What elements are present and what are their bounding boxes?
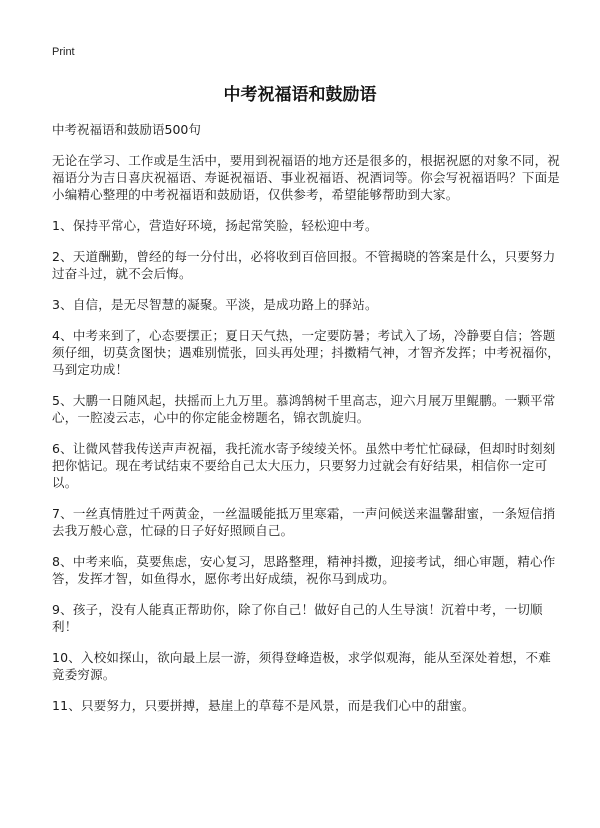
page-title: 中考祝福语和鼓励语 (223, 85, 377, 105)
blessing-item-8: 8、中考来临，莫要焦虑，安心复习，思路整理，精神抖擞，迎接考试，细心审题，精心作答，发挥才智，如鱼得水，愿你考出好成绩，祝你马到成功。 (52, 554, 556, 586)
blessing-item-1: 1、保持平常心，营造好环境，扬起常笑脸，轻松迎中考。 (52, 218, 378, 233)
blessing-item-5: 5、大鹏一日随风起，扶摇而上九万里。慕鸿鹄树千里高志，迎六月展万里鲲鹏。一颗平常心，一腔凌云志，心中的你定能金榜题名，锦衣凯旋归。 (52, 393, 556, 425)
blessing-item-4: 4、中考来到了，心态要摆正；夏日天气热，一定要防暑；考试入了场，冷静要自信；答题须仔细，切莫贪图快；遇难别慌张，回头再处理；抖擞精气神，才智齐发挥；中考祝福你，马到定功成！ (52, 328, 561, 377)
blessing-item-7: 7、一丝真情胜过千两黄金，一丝温暖能抵万里寒霜，一声问候送来温馨甜蜜，一条短信捎去我万般心意，忙碌的日子好好照顾自己。 (52, 506, 556, 538)
article-subtitle: 中考祝福语和鼓励语500句 (52, 122, 201, 137)
blessing-item-11: 11、只要努力，只要拼搏，悬崖上的草莓不是风景，而是我们心中的甜蜜。 (52, 698, 475, 713)
blessing-item-3: 3、自信，是无尽智慧的凝聚。平淡，是成功路上的驿站。 (52, 297, 378, 312)
article-body (52, 122, 560, 728)
intro-paragraph: 无论在学习、工作或是生活中，要用到祝福语的地方还是很多的，根据祝愿的对象不同，祝福语分为吉日喜庆祝福语、寿诞祝福语、事业祝福语、祝酒词等。你会写祝福语吗？下面是小编精心整理的中考祝福语和鼓励语，仅供参考，希望能够帮助到大家。 (52, 153, 561, 202)
blessing-item-6: 6、让微风替我传送声声祝福，我托流水寄予绫绫关怀。虽然中考忙忙碌碌，但却时时刻刻把你惦记。现在考试结束不要给自己太大压力，只要努力过就会有好结果，相信你一定可以。 (52, 441, 556, 490)
blessing-item-2: 2、天道酬勤，曾经的每一分付出，必将收到百倍回报。不管揭晓的答案是什么，只要努力过奋斗过，就不会后悔。 (52, 249, 556, 281)
blessing-item-10: 10、入校如探山，欲向最上层一游，须得登峰造极，求学似观海，能从至深处着想，不难竟委穷源。 (52, 650, 551, 682)
blessing-item-9: 9、孩子，没有人能真正帮助你，除了你自己！做好自己的人生导演！沉着中考，一切顺利！ (52, 602, 543, 634)
print-link[interactable]: Print (52, 46, 75, 58)
